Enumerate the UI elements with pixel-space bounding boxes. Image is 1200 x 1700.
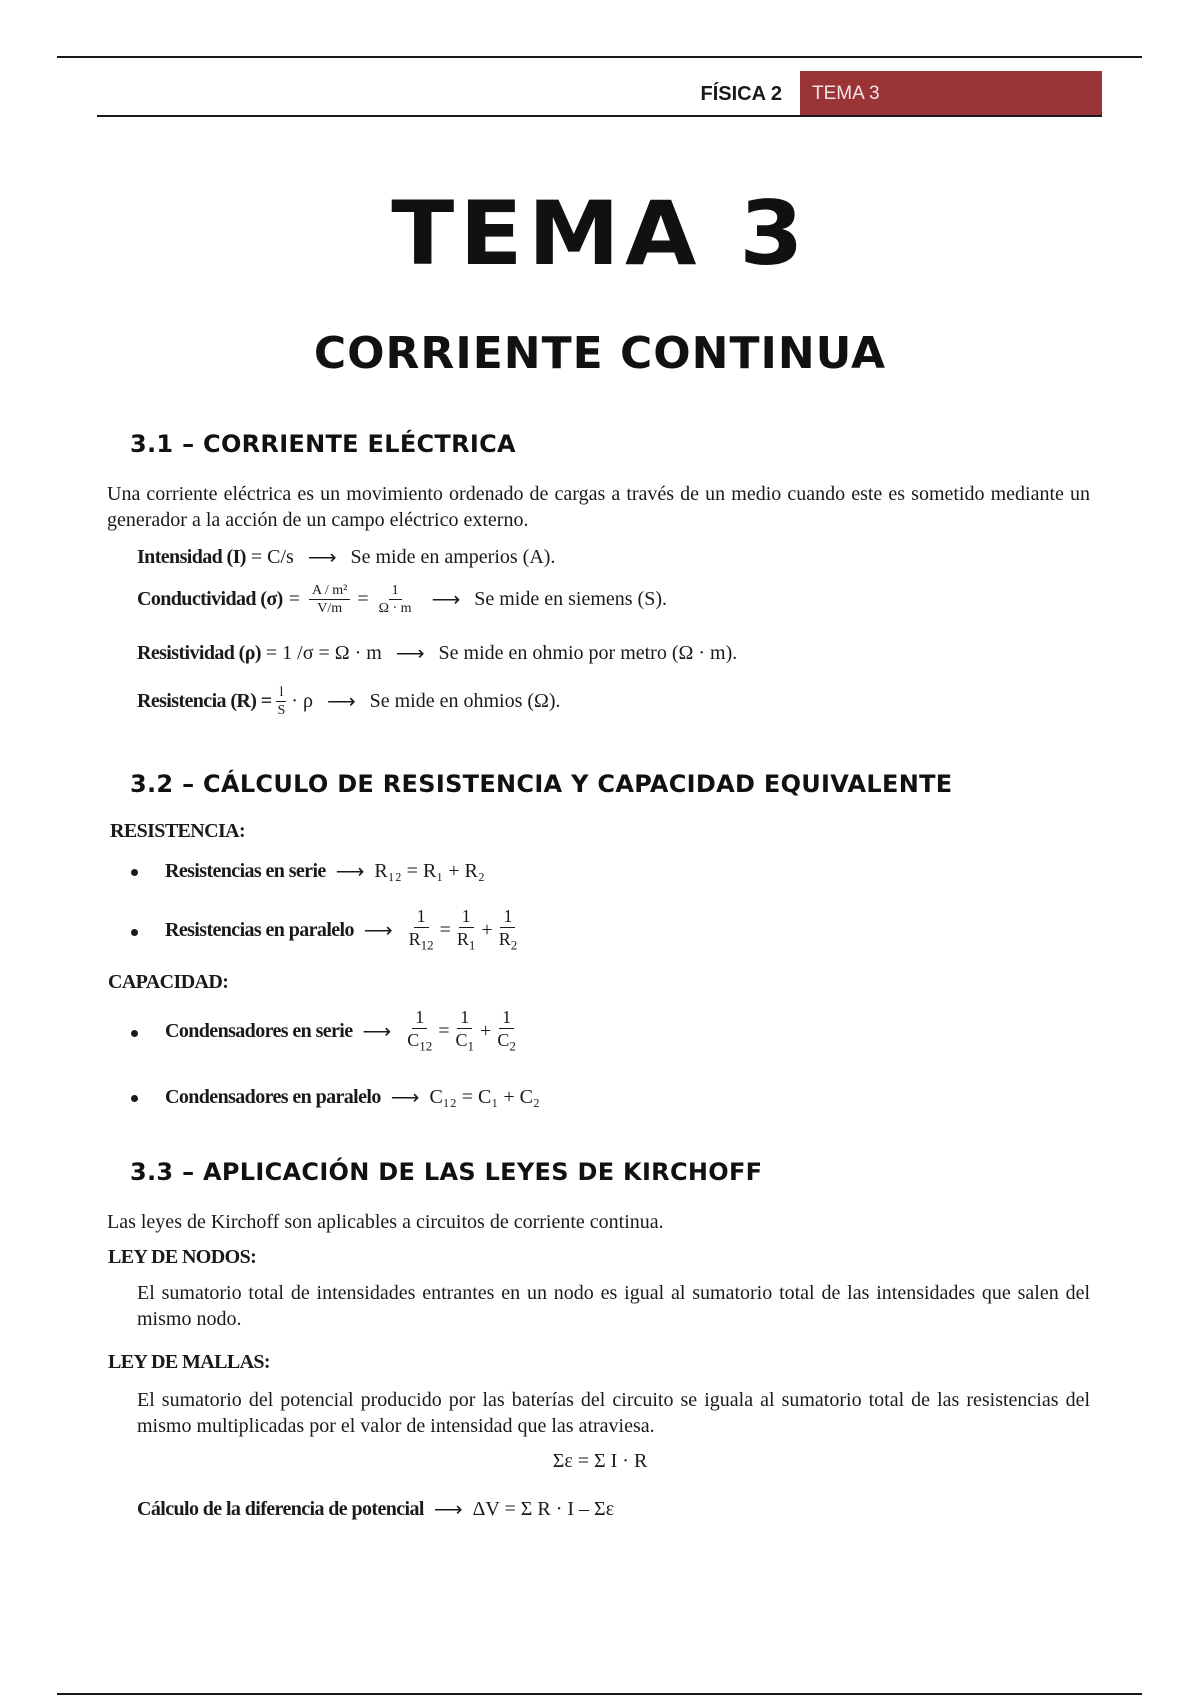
arrow-icon: ⟶ — [390, 1087, 420, 1109]
label-resistencia-group: RESISTENCIA: — [110, 820, 246, 842]
bullet-icon — [131, 1030, 138, 1037]
formula-text: = C/s — [250, 546, 294, 568]
label-cap-paralelo: Condensadores en paralelo — [165, 1086, 381, 1108]
header-course: FÍSICA 2 — [700, 83, 782, 105]
plus-sign: + — [480, 1020, 492, 1043]
formula-intensidad — [137, 545, 555, 570]
numerator: l — [276, 684, 286, 702]
equals-sign: = — [357, 588, 369, 610]
formula-conductividad — [137, 582, 667, 617]
formula-res-serie — [165, 859, 485, 884]
fraction — [496, 905, 521, 957]
section-heading-3-3: 3.3 – APLICACIÓN DE LAS LEYES DE KIRCHOFF — [130, 1158, 763, 1186]
denominator: $R_2$ — [498, 929, 518, 953]
fraction — [453, 1006, 478, 1058]
formula-res-serie-text: R₁₂ = R₁ + R₂ — [374, 860, 485, 882]
bullet-icon — [131, 1095, 138, 1102]
denominator: V/m — [317, 601, 343, 616]
formula-dp-text: ΔV = Σ R · I – Σε — [472, 1498, 615, 1520]
denominator: $R_{12}$ — [408, 929, 434, 953]
numerator: 1 — [500, 905, 515, 928]
formula-cap-paralelo — [165, 1085, 540, 1110]
formula-resistencia — [137, 684, 561, 719]
fraction-a-v — [309, 582, 350, 617]
numerator: 1 — [457, 1006, 472, 1029]
label-cap-serie: Condensadores en serie — [165, 1020, 353, 1043]
label-res-paralelo: Resistencias en paralelo — [165, 919, 354, 942]
numerator: 1 — [389, 582, 402, 600]
arrow-icon: ⟶ — [326, 691, 356, 713]
label-resistividad: Resistividad (ρ) — [137, 642, 261, 664]
bullet-icon — [131, 929, 138, 936]
arrow-icon: ⟶ — [363, 920, 393, 943]
label-diferencia-potencial: Cálculo de la diferencia de potencial — [137, 1498, 424, 1520]
denominator: $R_1$ — [456, 929, 476, 953]
denominator: $C_{12}$ — [407, 1030, 433, 1054]
label-conductividad: Conductividad (σ) — [137, 588, 283, 610]
fraction — [406, 905, 437, 957]
formula-mallas-text: Σε = Σ I · R — [552, 1450, 648, 1472]
fraction — [494, 1006, 519, 1058]
formula-cap-serie — [165, 1006, 522, 1058]
denominator: S — [277, 703, 286, 718]
header-topic: TEMA 3 — [800, 71, 1102, 117]
paragraph-corriente: Una corriente eléctrica es un movimiento ordenado de cargas a través de un medio cuando este es sometido mediante un generador a la acción de un campo eléctrico externo. — [107, 483, 1090, 531]
equals-sign: = — [439, 919, 451, 942]
note-intensidad: Se mide en amperios (A). — [350, 546, 556, 568]
section-heading-3-1: 3.1 – CORRIENTE ELÉCTRICA — [130, 430, 516, 458]
numerator: 1 — [414, 905, 429, 928]
denominator: $C_2$ — [497, 1030, 516, 1054]
page-subtitle: CORRIENTE CONTINUA — [313, 328, 887, 379]
formula-diferencia-potencial — [137, 1497, 614, 1522]
formula-res-paralelo — [165, 905, 523, 957]
note-resistividad: Se mide en ohmio por metro (Ω · m). — [438, 642, 738, 664]
numerator: 1 — [459, 905, 474, 928]
arrow-icon: ⟶ — [431, 589, 461, 611]
paragraph-ley-mallas: El sumatorio del potencial producido por las baterías del circuito se iguala al sumatorio total de las resistencias del mismo multiplicadas por el valor de intensidad que las atraviesa. — [137, 1389, 1090, 1437]
arrow-icon: ⟶ — [433, 1499, 463, 1521]
footer-rule — [57, 1693, 1142, 1695]
paragraph-kirchoff: Las leyes de Kirchoff son aplicables a circuitos de corriente continua. — [107, 1211, 664, 1233]
label-ley-nodos: LEY DE NODOS: — [108, 1246, 257, 1268]
arrow-icon: ⟶ — [362, 1021, 392, 1044]
fraction — [454, 905, 479, 957]
section-heading-3-2: 3.2 – CÁLCULO DE RESISTENCIA Y CAPACIDAD EQUIVALENTE — [130, 770, 953, 798]
formula-mallas — [0, 1450, 1200, 1473]
formula-rest: · ρ — [291, 690, 313, 712]
label-ley-mallas: LEY DE MALLAS: — [108, 1351, 270, 1373]
arrow-icon: ⟶ — [395, 643, 425, 665]
bullet-icon — [131, 869, 138, 876]
equals-sign: = — [438, 1020, 450, 1043]
fraction-l-s — [275, 684, 289, 719]
equals-sign: = — [288, 588, 300, 610]
arrow-icon: ⟶ — [335, 861, 365, 883]
numerator: 1 — [499, 1006, 514, 1029]
label-intensidad: Intensidad (I) — [137, 546, 246, 568]
label-res-serie: Resistencias en serie — [165, 860, 326, 882]
denominator: $C_1$ — [455, 1030, 475, 1054]
numerator: 1 — [412, 1006, 427, 1029]
arrow-icon: ⟶ — [307, 547, 337, 569]
numerator: A / m² — [309, 582, 350, 600]
fraction — [404, 1006, 435, 1058]
label-capacidad-group: CAPACIDAD: — [108, 971, 229, 993]
note-conductividad: Se mide en siemens (S). — [474, 588, 667, 610]
page-title: TEMA 3 — [391, 182, 809, 285]
plus-sign: + — [481, 919, 493, 942]
header-rule — [97, 115, 1102, 117]
formula-text: = 1 /σ = Ω · m — [265, 642, 382, 664]
paragraph-ley-nodos: El sumatorio total de intensidades entrantes en un nodo es igual al sumatorio total de las intensidades que salen del mismo nodo. — [137, 1282, 1090, 1330]
label-resistencia: Resistencia (R) = — [137, 690, 272, 712]
note-resistencia: Se mide en ohmios (Ω). — [369, 690, 561, 712]
top-rule — [57, 56, 1142, 58]
formula-resistividad — [137, 641, 737, 666]
formula-cap-paralelo-text: C₁₂ = C₁ + C₂ — [429, 1086, 540, 1108]
denominator: Ω · m — [378, 601, 412, 616]
fraction-one-ohm — [376, 582, 415, 617]
